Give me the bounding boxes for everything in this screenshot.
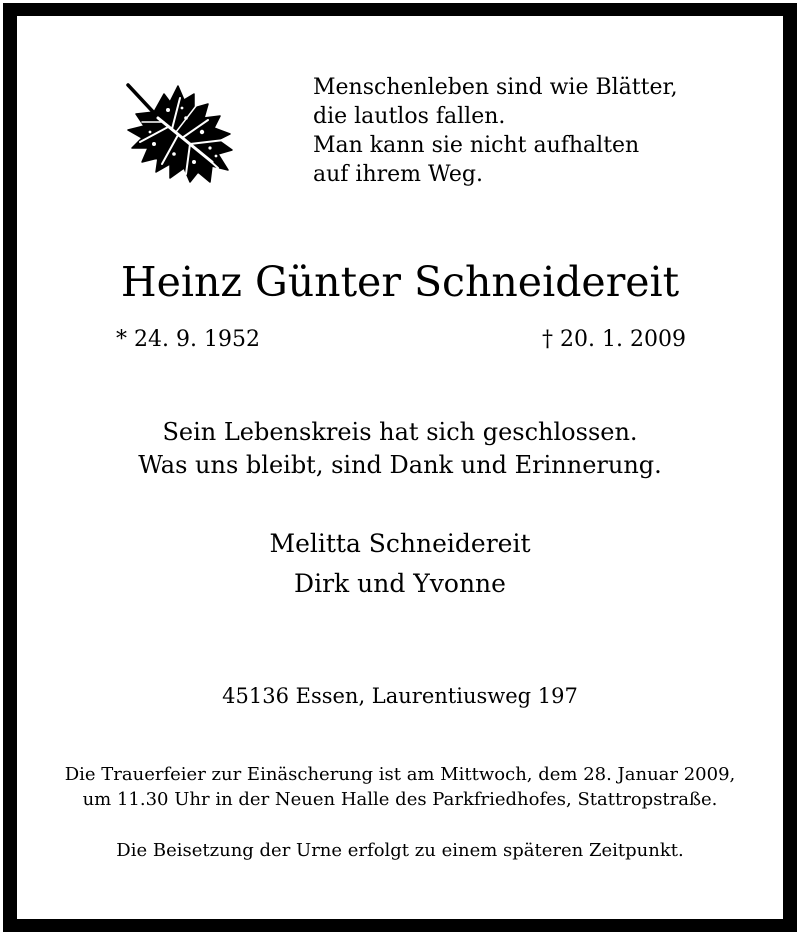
mourners [0, 524, 800, 604]
maple-leaf-icon [124, 82, 236, 186]
mourner-name: Dirk und Yvonne [294, 569, 506, 598]
poem-line: die lautlos fallen. [313, 104, 506, 129]
saying-line: Sein Lebenskreis hat sich geschlossen. [162, 418, 638, 446]
saying-line: Was uns bleibt, sind Dank und Erinnerung. [138, 451, 662, 479]
poem-line: Man kann sie nicht aufhalten [313, 133, 640, 158]
deceased-name: Heinz Günter Schneidereit [120, 258, 680, 306]
ceremony-line: um 11.30 Uhr in der Neuen Halle des Parkfriedhofes, Stattropstraße. [82, 789, 718, 810]
family-address: 45136 Essen, Laurentiusweg 197 [222, 684, 578, 708]
memorial-saying [0, 416, 800, 482]
poem [313, 73, 678, 189]
poem-line: auf ihrem Weg. [313, 162, 483, 187]
ceremony-line: Die Trauerfeier zur Einäscherung ist am Mittwoch, dem 28. Januar 2009, [64, 764, 736, 785]
death-date: † 20. 1. 2009 [542, 327, 686, 352]
birth-date: * 24. 9. 1952 [116, 327, 260, 352]
mourner-name: Melitta Schneidereit [269, 529, 531, 558]
ceremony-notice [0, 762, 800, 812]
burial-notice: Die Beisetzung der Urne erfolgt zu einem späteren Zeitpunkt. [116, 840, 684, 861]
poem-line: Menschenleben sind wie Blätter, [313, 75, 678, 100]
